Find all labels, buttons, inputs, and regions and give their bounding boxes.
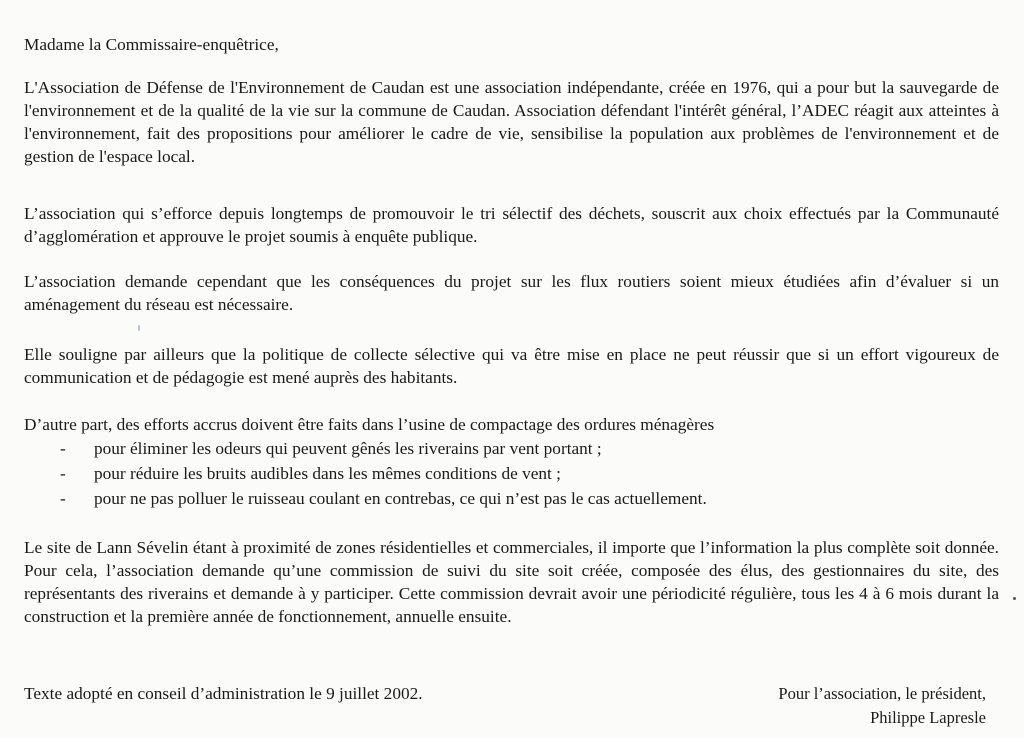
scan-dot bbox=[1013, 597, 1016, 600]
salutation: Madame la Commissaire-enquêtrice, bbox=[24, 35, 279, 54]
paragraph-collecte-selective: Elle souligne par ailleurs que la politique de collecte sélective qui va être mise en place ne peut réussir que si un effort vigoureux de communication et de pédagogie est mené auprès des habitants. bbox=[24, 345, 999, 387]
list-item bbox=[24, 486, 999, 511]
paragraph-flux-routiers: L’association demande cependant que les conséquences du projet sur les flux routiers soient mieux étudiées afin d’évaluer si un aménagement du réseau est nécessaire. bbox=[24, 272, 999, 314]
closing-statement: Texte adopté en conseil d’administration le 9 juillet 2002. bbox=[24, 684, 423, 703]
paragraph-tri-selectif: L’association qui s’efforce depuis longtemps de promouvoir le tri sélectif des déchets, souscrit aux choix effectués par la Communauté d’agglomération et approuve le projet soumis à enquête publique. bbox=[24, 204, 999, 246]
bullet-dash: - bbox=[60, 439, 66, 458]
signature-name: Philippe Lapresle bbox=[870, 708, 986, 727]
signature-title: Pour l’association, le président, bbox=[778, 684, 986, 703]
list-item bbox=[24, 461, 999, 486]
bullet-dash: - bbox=[60, 464, 66, 483]
paragraph-association-intro: L'Association de Défense de l'Environnement de Caudan est une association indépendante, créée en 1976, qui a pour but la sauvegarde de l'environnement et de la qualité de la vie sur la commune de Caudan. Association défendant l'intérêt général, l’ADEC réagit aux atteintes à l'environnement, fait des propositions pour améliorer le cadre de vie, sensibilise la population aux problèmes de l'environnement et de gestion de l'espace local. bbox=[24, 78, 999, 166]
bullet-dash: - bbox=[60, 489, 66, 508]
list-item-text: pour ne pas polluer le ruisseau coulant en contrebas, ce qui n’est pas le cas actuellement. bbox=[94, 489, 707, 508]
paragraph-usine-compactage: D’autre part, des efforts accrus doivent être faits dans l’usine de compactage des ordures ménagères bbox=[24, 415, 715, 434]
paragraph-commission-suivi: Le site de Lann Sévelin étant à proximité de zones résidentielles et commerciales, il importe que l’information la plus complète soit donnée. Pour cela, l’association demande qu’une commission de suivi du site soit créée, composée des élus, des gestionnaires du site, des représentants des riverains et demande à y participer. Cette commission devrait avoir une périodicité régulière, tous les 4 à 6 mois durant la construction et la première année de fonctionnement, annuelle ensuite. bbox=[24, 538, 999, 626]
bullet-list bbox=[24, 436, 999, 511]
list-item-text: pour éliminer les odeurs qui peuvent gênés les riverains par vent portant ; bbox=[94, 439, 602, 458]
scan-speck bbox=[138, 325, 140, 331]
signature-block bbox=[778, 682, 986, 730]
list-item bbox=[24, 436, 999, 461]
list-item-text: pour réduire les bruits audibles dans les mêmes conditions de vent ; bbox=[94, 464, 561, 483]
